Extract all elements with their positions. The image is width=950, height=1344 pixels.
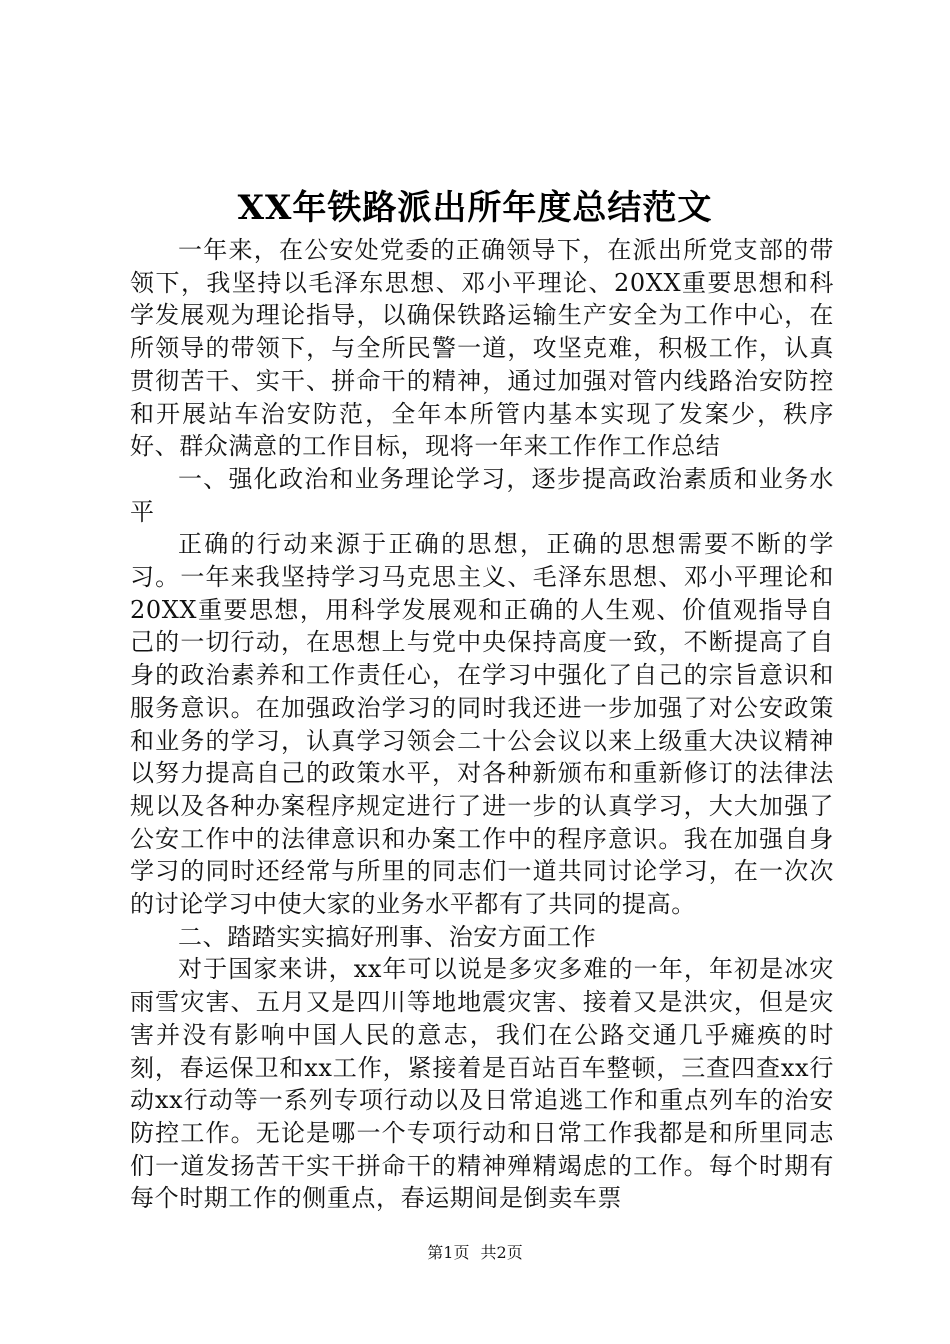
page-number: 第1页 <box>427 1243 470 1262</box>
paragraph-section-2: 对于国家来讲，xx年可以说是多灾多难的一年，年初是冰灾雨雪灾害、五月又是四川等地地震灾害、接着又是洪灾，但是灾害并没有影响中国人民的意志，我们在公路交通几乎瘫痪的时刻，春运保卫和xx工作，紧接着是百站百车整顿，三查四查xx行动xx行动等一系列专项行动以及日常追逃工作和重点列车的治安防控工作。无论是哪一个专项行动和日常工作我都是和所里同志们一道发扬苦干实干拼命干的精神殚精竭虑的工作。每个时期有每个时期工作的侧重点，春运期间是倒卖车票 <box>130 955 834 1213</box>
paragraph-intro: 一年来，在公安处党委的正确领导下，在派出所党支部的带领下，我坚持以毛泽东思想、邓小平理论、20XX重要思想和科学发展观为理论指导，以确保铁路运输生产安全为工作中心，在所领导的带领下，与全所民警一道，攻坚克难，积极工作，认真贯彻苦干、实干、拼命干的精神，通过加强对管内线路治安防控和开展站车治安防范，全年本所管内基本实现了发案少，秩序好、群众满意的工作目标，现将一年来工作作工作总结 <box>130 236 834 461</box>
paragraph-section-1: 正确的行动来源于正确的思想，正确的思想需要不断的学习。一年来我坚持学习马克思主义、毛泽东思想、邓小平理论和20XX重要思想，用科学发展观和正确的人生观、价值观指导自己的一切行动，在思想上与党中央保持高度一致，不断提高了自身的政治素养和工作责任心，在学习中强化了自己的宗旨意识和服务意识。在加强政治学习的同时我还进一步加强了对公安政策和业务的学习，认真学习领会二十公会议以来上级重大决议精神以努力提高自己的政策水平，对各种新颁布和重新修订的法律法规以及各种办案程序规定进行了进一步的认真学习，大大加强了公安工作中的法律意识和办案工作中的程序意识。我在加强自身学习的同时还经常与所里的同志们一道共同讨论学习，在一次次的讨论学习中使大家的业务水平都有了共同的提高。 <box>130 530 834 919</box>
document-title: XX年铁路派出所年度总结范文 <box>237 188 713 228</box>
section-heading-1: 一、强化政治和业务理论学习，逐步提高政治素质和业务水平 <box>130 464 834 526</box>
document-body <box>130 234 834 1215</box>
page-total: 共2页 <box>480 1243 523 1262</box>
page-footer <box>0 1242 950 1264</box>
section-heading-2: 二、踏踏实实搞好刑事、治安方面工作 <box>178 922 597 951</box>
